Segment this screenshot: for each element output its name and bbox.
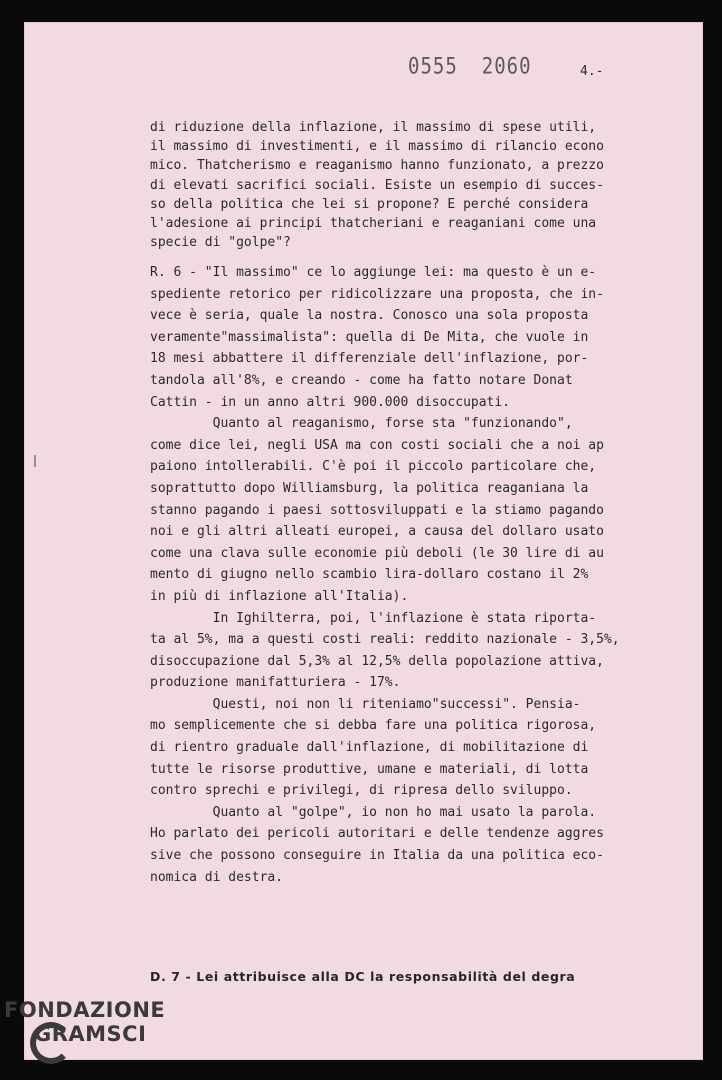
gramsci-logo-icon (30, 1022, 72, 1064)
text-line: mo semplicemente che si debba fare una politica rigorosa, (150, 718, 597, 734)
text-line: l'adesione ai principi thatcheriani e reaganiani come una (150, 215, 597, 231)
text-line: Ho parlato dei pericoli autoritari e delle tendenze aggres (150, 826, 604, 842)
text-line: noi e gli altri alleati europei, a causa del dollaro usato (150, 524, 604, 540)
text-line: di riduzione della inflazione, il massimo di spese utili, (150, 120, 597, 135)
text-line: produzione manifatturiera - 17%. (150, 675, 401, 691)
text-line: sive che possono conseguire in Italia da una politica eco- (150, 848, 604, 864)
fondazione-gramsci-watermark (4, 998, 165, 1046)
question-d7 (150, 966, 575, 988)
text-line: mico. Thatcherismo e reaganismo hanno funzionato, a prezzo (150, 158, 604, 174)
answer-r6 (150, 262, 620, 888)
document-codes (408, 54, 556, 79)
text-line: soprattutto dopo Williamsburg, la politica reaganiana la (150, 480, 589, 496)
text-line: nomica di destra. (150, 869, 284, 885)
text-line: veramente"massimalista": quella di De Mita, che vuole in (150, 329, 589, 345)
watermark-line-2: GRAMSCI (34, 1022, 147, 1046)
text-line: Quanto al "golpe", io non ho mai usato la parola. (150, 804, 597, 820)
text-line: ta al 5%, ma a questi costi reali: reddito nazionale - 3,5%, (150, 632, 620, 648)
text-line: tutte le risorse produttive, umane e materiali, di lotta (150, 761, 589, 777)
text-line: specie di "golpe"? (150, 235, 291, 251)
text-line: come dice lei, negli USA ma con costi sociali che a noi ap (150, 437, 604, 453)
doc-code-2: 2060 (481, 54, 532, 80)
watermark-line-1: FONDAZIONE (4, 998, 166, 1022)
text-line: tandola all'8%, e creando - come ha fatto notare Donat (150, 372, 573, 388)
text-line: di elevati sacrifici sociali. Esiste un esempio di succes- (150, 177, 604, 193)
text-line: R. 6 - "Il massimo" ce lo aggiunge lei: ma questo è un e- (150, 265, 597, 280)
text-line: stanno pagando i paesi sottosviluppati e la stiamo pagando (150, 502, 604, 518)
text-line: mento di giugno nello scambio lira-dollaro costano il 2% (150, 567, 589, 583)
text-line: Questi, noi non li riteniamo"successi". Pensia- (150, 696, 581, 712)
text-line: 18 mesi abbattere il differenziale dell'inflazione, por- (150, 351, 589, 367)
question-continued (150, 118, 604, 252)
text-line: Quanto al reaganismo, forse sta "funzionando", (150, 416, 573, 432)
text-line: vece è seria, quale la nostra. Conosco una sola proposta (150, 308, 589, 324)
text-line: so della politica che lei si propone? E perché considera (150, 196, 589, 212)
text-line: come una clava sulle economie più deboli (le 30 lire di au (150, 545, 604, 561)
text-line: paiono intollerabili. C'è poi il piccolo particolare che, (150, 459, 597, 475)
text-line: in più di inflazione all'Italia). (150, 588, 409, 604)
margin-mark (34, 455, 36, 467)
text-line: contro sprechi e privilegi, di ripresa dello sviluppo. (150, 783, 573, 799)
text-line: Cattin - in un anno altri 900.000 disoccupati. (150, 394, 511, 410)
text-line: il massimo di investimenti, e il massimo di rilancio econo (150, 139, 604, 155)
doc-code-1: 0555 (408, 54, 458, 80)
page-number: 4.- (580, 64, 604, 79)
text-line: spediente retorico per ridicolizzare una proposta, che in- (150, 286, 604, 302)
text-line: di rientro graduale dall'inflazione, di mobilitazione di (150, 740, 589, 756)
text-line: disoccupazione dal 5,3% al 12,5% della popolazione attiva, (150, 653, 604, 669)
text-line: In Ighilterra, poi, l'inflazione è stata riporta- (150, 610, 597, 626)
text-line: D. 7 - Lei attribuisce alla DC la responsabilità del degra (150, 969, 576, 984)
